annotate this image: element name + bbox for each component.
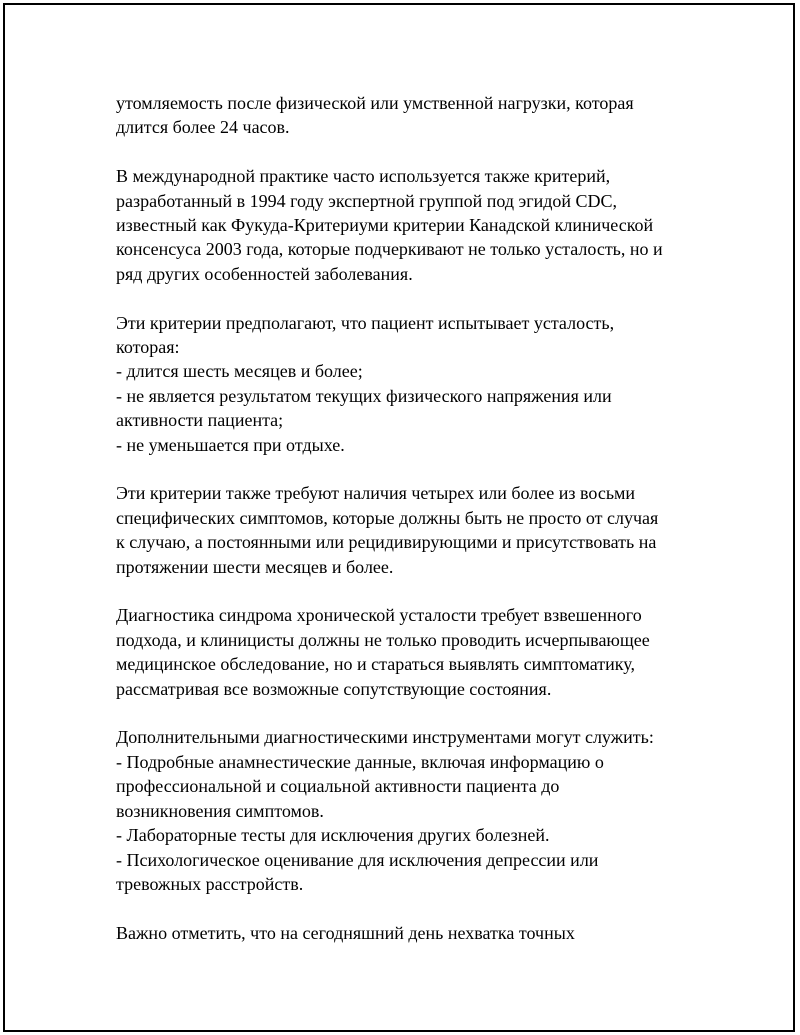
text-line: Эти критерии предполагают, что пациент испытывает усталость, — [116, 312, 615, 333]
text-line: к случаю, а постоянными или рецидивирующими и присутствовать на — [116, 532, 657, 553]
text-line: протяжении шести месяцев и более. — [116, 556, 394, 577]
text-line: медицинское обследование, но и стараться выявлять симптоматику, — [116, 654, 635, 675]
paragraph — [116, 311, 716, 457]
text-line: - Подробные анамнестические данные, включая информацию о — [116, 751, 604, 772]
paragraph — [116, 921, 716, 945]
text-line: подхода, и клиницисты должны не только проводить исчерпывающее — [116, 629, 650, 650]
paragraph — [116, 164, 716, 286]
text-line: специфических симптомов, которые должны быть не просто от случая — [116, 507, 659, 528]
text-line: профессиональной и социальной активности пациента до — [116, 776, 560, 797]
text-line: Диагностика синдрома хронической усталости требует взвешенного — [116, 605, 642, 626]
text-line: рассматривая все возможные сопутствующие состояния. — [116, 678, 552, 699]
text-line: Эти критерии также требуют наличия четырех или более из восьми — [116, 483, 636, 504]
text-line: - не уменьшается при отдыхе. — [116, 434, 345, 455]
text-line: тревожных расстройств. — [116, 873, 304, 894]
text-line: Дополнительными диагностическими инструментами могут служить: — [116, 727, 654, 748]
text-line: В международной практике часто используется также критерий, — [116, 166, 611, 187]
text-line: возникновения симптомов. — [116, 800, 324, 821]
text-line: утомляемость после физической или умственной нагрузки, которая — [116, 93, 634, 113]
text-line: - длится шесть месяцев и более; — [116, 361, 363, 382]
text-line: активности пациента; — [116, 410, 284, 431]
document-body — [116, 91, 716, 970]
text-line: Важно отметить, что на сегодняшний день нехватка точных — [116, 922, 575, 943]
paragraph — [116, 481, 716, 579]
text-line: - Психологическое оценивание для исключения депрессии или — [116, 849, 599, 870]
text-line: которая: — [116, 337, 180, 358]
text-line: известный как Фукуда-Критериуми критерии Канадской клинической — [116, 215, 654, 236]
text-line: - Лабораторные тесты для исключения других болезней. — [116, 825, 550, 846]
paragraph — [116, 91, 716, 140]
text-line: разработанный в 1994 году экспертной группой под эгидой CDC, — [116, 190, 618, 211]
paragraph — [116, 603, 716, 701]
text-line: длится более 24 часов. — [116, 117, 290, 138]
text-line: - не является результатом текущих физического напряжения или — [116, 385, 612, 406]
paragraph — [116, 725, 716, 896]
text-line: консенсуса 2003 года, которые подчеркивают не только усталость, но и — [116, 239, 663, 260]
text-line: ряд других особенностей заболевания. — [116, 263, 413, 284]
